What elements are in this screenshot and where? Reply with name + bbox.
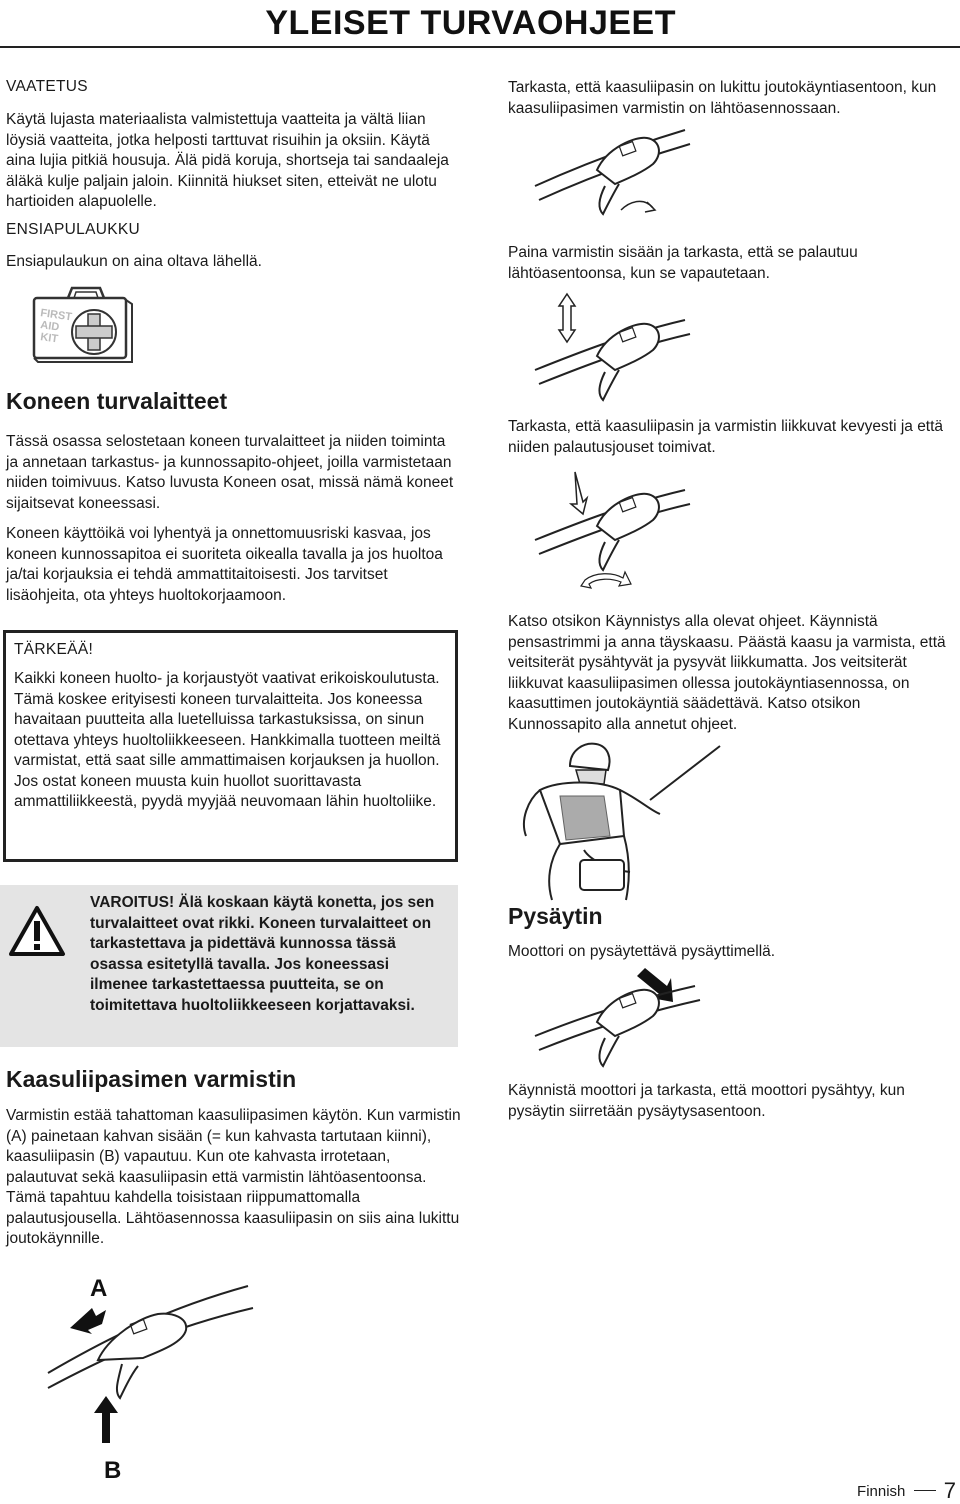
page-title: YLEISET TURVAOHJEET [265,4,676,42]
page-footer [857,1478,956,1504]
warning-triangle-icon [8,905,66,957]
check-4-text: Katso otsikon Käynnistys alla olevat ohjeet. Käynnistä pensastrimmi ja anna täyskaasu. Päästä kaasu ja varmista, että veitsiterät pysähtyvät ja pysyvät liikkumatta. Jos veitsiterät liikkuvat kaasuliipasimen ollessa joutokäyntiasennossa, on kaasuttimen joutokäyntiä säädettävä. Katso otsikon Kunnossapito alla annetut ohjeet. [508,613,946,733]
firstaid-heading: ENSIAPULAUKKU [6,221,140,238]
first-aid-kit-icon [30,284,140,364]
warning-box [0,885,458,1047]
operator-illustration [500,740,720,900]
up-down-arrow-icon [559,294,575,342]
stop-switch-illustration [535,968,705,1068]
page-header [0,0,960,46]
arrow-a-icon [70,1308,106,1334]
curved-arrow-icon [581,572,631,588]
handle-illustration-3 [535,468,695,598]
check-2-text: Paina varmistin sisään ja tarkasta, että se palautuu lähtöasentoonsa, kun se vapautetaan. [508,244,858,282]
handle-illustration-2 [535,290,695,400]
arrow-b-icon [94,1396,118,1443]
label-a: A [90,1275,108,1302]
important-text: Kaikki koneen huolto- ja korjaustyöt vaativat erikoiskoulutusta. Tämä koskee erityisesti koneen turvalaitteita. Jos koneessa havaitaan puutteita alla luetelluissa tarkastuksissa, on sinun otettava yhteys huoltoliikkeeseen. Hankkimalla tuotteen meiltä varmistat, että saat sille ammattimaisen korjauksen ja huollon. Jos ostat koneen muusta kuin huollot suorittavasta ammattiliikkeestä, pyydä myyjää neuvomaan lähin huoltoliike. [14,670,441,810]
footer-dash [914,1490,936,1491]
kit-label-1: FIRST [39,307,73,324]
safety-paragraph-1: Tässä osassa selostetaan koneen turvalaitteet ja niiden toiminta ja annetaan tarkastus- ja kunnossapito-ohjeet, joilla varmistetaan niiden toimivuus. Katso luvusta Koneen osat, missä nämä koneet sijaitsevat koneessasi. [6,433,454,512]
check-3-text: Tarkasta, että kaasuliipasin ja varmistin liikkuvat kevyesti ja että niiden palautusjouset toimivat. [508,418,944,456]
header-rule [0,46,960,48]
important-box [3,630,458,862]
handle-illustration-1 [535,128,695,228]
lockout-heading: Kaasuliipasimen varmistin [6,1066,297,1092]
stop-text-1: Moottori on pysäytettävä pysäyttimellä. [508,943,776,960]
check-1-text: Tarkasta, että kaasuliipasin on lukittu joutokäyntiasentoon, kun kaasuliipasimen varmistin on lähtöasennossaan. [508,79,937,117]
firstaid-text: Ensiapulaukun on aina oltava lähellä. [6,253,262,270]
stop-heading: Pysäytin [508,903,603,929]
clothing-text: Käytä lujasta materiaalista valmistettuja vaatteita ja vältä liian löysiä vaatteita, jotka helposti tarttuvat risuihin ja oksiin. Käytä aina lujia pitkiä housuja. Älä pidä koruja, shortseja tai sandaaleja äläkä kulje paljain jaloin. Kiinnitä hiukset siten, etteivät ne ulotu hartioiden alapuolelle. [6,111,449,210]
lockout-text: Varmistin estää tahattoman kaasuliipasimen käytön. Kun varmistin (A) painetaan kahvan sisään (= kun kahvasta tartutaan kiinni), kaasuliipasin (B) vapautuu. Kun ote kahvasta irrotetaan, palautuvat sekä kaasuliipasin että varmistin lähtöasentoonsa. Tämä tapahtuu kahdella toisistaan riippumattomalla palautusjousella. Lähtöasennossa kaasuliipasin on siis aina lukittu joutokäynnille. [6,1107,461,1247]
stop-text-2: Käynnistä moottori ja tarkasta, että moottori pysähtyy, kun pysäytin siirretään pysäytysasentoon. [508,1082,905,1120]
warning-text: VAROITUS! Älä koskaan käytä konetta, jos sen turvalaitteet ovat rikki. Koneen turvalaitteet on tarkastettava ja pidettävä kunnossa tässä osassa esitetyllä tavalla. Jos koneessasi ilmenee tarkastettaessa puutteita, se on toimitettava huoltoliikkeeseen korjattavaksi. [90,894,435,1014]
kit-label-3: KIT [39,331,59,346]
kit-label-2: AID [39,319,61,334]
safety-heading: Koneen turvalaitteet [6,388,228,414]
page-number: 7 [943,1478,956,1503]
helmet-icon [570,744,610,770]
throttle-lockout-illustration [48,1268,278,1484]
footer-language: Finnish [857,1483,906,1500]
important-heading: TÄRKEÄÄ! [14,641,94,658]
label-b: B [104,1457,122,1484]
clothing-heading: VAATETUS [6,78,88,95]
down-arrow-icon [571,472,587,514]
safety-paragraph-2: Koneen käyttöikä voi lyhentyä ja onnettomuusriski kasvaa, jos koneen kunnossapitoa ei suoriteta oikealla tavalla ja jos huoltoa ja/tai korjauksia ei tehdä ammattitaitoisesti. Jos tarvitset lisäohjeita, ota yhteys huoltokorjaamoon. [6,525,443,604]
